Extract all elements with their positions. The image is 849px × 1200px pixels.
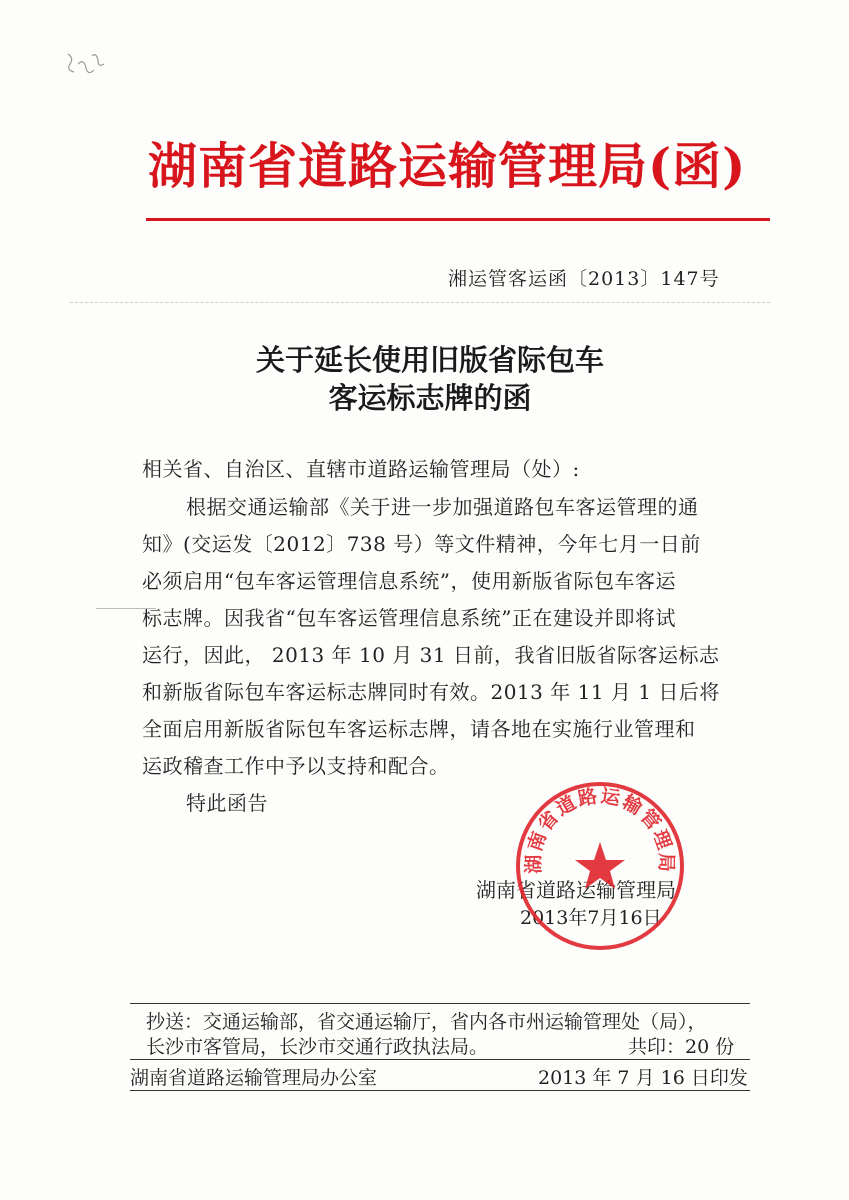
body-line: 必须启用“包车客运管理信息系统”，使用新版省际包车客运 xyxy=(142,569,676,593)
letterhead-title: 湖南省道路运输管理局(函) xyxy=(148,137,747,195)
body-line: 标志牌。因我省“包车客运管理信息系统”正在建设并即将试 xyxy=(142,606,676,630)
copies-count: 共印：20 份 xyxy=(628,1036,735,1058)
document-title-line-2: 客运标志牌的函 xyxy=(328,381,532,415)
handwritten-mark xyxy=(58,46,118,86)
cc-line-1: 抄送：交通运输部，省交通运输厅，省内各市州运输管理处（局）， xyxy=(146,1011,707,1033)
body-line: 运行，因此， 2013 年 10 月 31 日前，我省旧版省际客运标志 xyxy=(142,643,720,667)
body-line: 运政稽查工作中予以支持和配合。 xyxy=(142,754,450,778)
closing-phrase: 特此函告 xyxy=(186,791,268,815)
letterhead-rule xyxy=(146,218,770,221)
body-line: 全面启用新版省际包车客运标志牌，请各地在实施行业管理和 xyxy=(142,717,696,741)
issue-date: 2013 年 7 月 16 日印发 xyxy=(538,1067,748,1089)
seal-star-icon xyxy=(575,842,625,889)
body-line: 根据交通运输部《关于进一步加强道路包车客运管理的通 xyxy=(186,495,699,519)
scan-mark xyxy=(96,608,156,609)
issuing-office: 湖南省道路运输管理局办公室 xyxy=(130,1067,378,1089)
cc-line-2: 长沙市客管局，长沙市交通行政执法局。 xyxy=(146,1036,489,1058)
document-title-line-1: 关于延长使用旧版省际包车 xyxy=(255,343,604,377)
footer-rule-middle xyxy=(130,1059,750,1060)
footer-rule-top xyxy=(130,1003,750,1004)
svg-text:湖南省道路运输管理局: 湖南省道路运输管理局 xyxy=(522,784,678,874)
footer-rule-bottom xyxy=(130,1090,750,1091)
signature-sender: 湖南省道路运输管理局 xyxy=(476,878,676,902)
signature-date: 2013年7月16日 xyxy=(520,907,662,929)
document-number: 湘运管客运函〔2013〕147号 xyxy=(448,268,720,290)
body-line: 知》(交运发〔2012〕738 号）等文件精神，今年七月一日前 xyxy=(142,532,701,556)
body-line: 和新版省际包车客运标志牌同时有效。2013 年 11 月 1 日后将 xyxy=(142,680,720,704)
divider-dashed xyxy=(70,302,770,303)
addressee: 相关省、自治区、直辖市道路运输管理局（处）: xyxy=(142,457,580,481)
official-seal xyxy=(514,780,686,952)
